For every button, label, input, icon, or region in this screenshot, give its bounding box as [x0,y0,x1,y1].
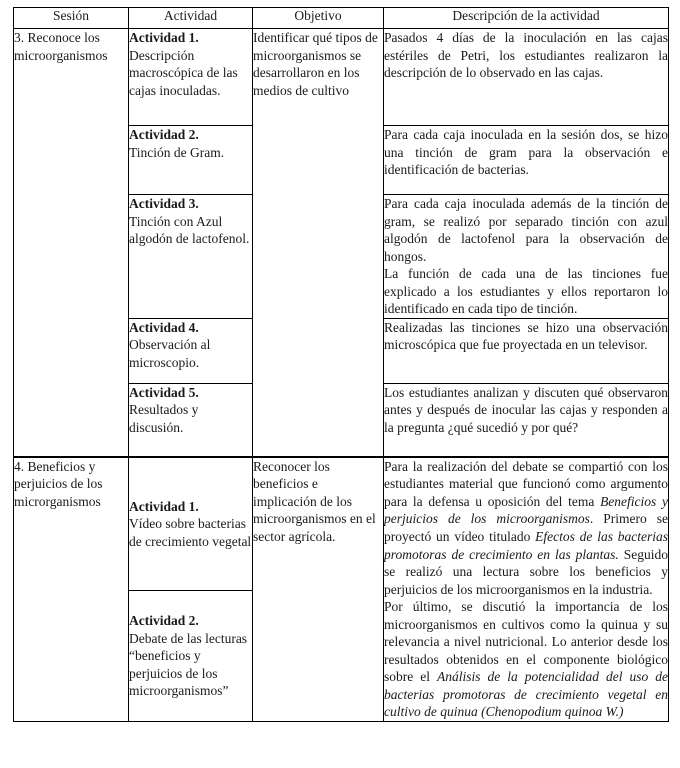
column-header-sesion: Sesión [14,8,129,29]
activity-title: Actividad 2. [129,127,199,142]
objective-text: Identificar qué tipos de microorganismos se desarrollaron en los medios de cultivo [253,30,378,98]
column-header-objetivo: Objetivo [253,8,384,29]
description-text: Para cada caja inoculada en la sesión dos, se hizo una tinción de gram para la observación e identificación de bacterias. [384,127,668,178]
column-header-descripcion: Descripción de la actividad [384,8,669,29]
description-cell [384,383,669,457]
activity-body: Vídeo sobre bacterias de crecimiento vegetal [129,516,252,549]
column-header-actividad: Actividad [129,8,253,29]
plain-text: Por último, se discutió la importancia de los microorganismos en cultivos como la quinua y su relevancia a nivel nutricional. Lo anterior desde los resultados obtenidos en el componente biológico sobre el [384,599,668,685]
activities-table [13,7,669,722]
activity-body: Descripción macroscópica de las cajas inoculadas. [129,47,238,98]
emphasis-text: Análisis de la potencialidad del uso de bacterias promotoras de crecimiento vegetal en cultivo de quinua (Chenopodium quinoa W.) [384,669,668,720]
description-text-part-2 [384,598,668,721]
activity-cell [129,126,253,195]
description-cell [384,318,669,383]
description-text-part-1 [384,458,668,598]
description-cell [384,126,669,195]
session-label: 4. Beneficios y perjuicios de los microrganismos [14,458,103,509]
activity-body: Tinción de Gram. [129,144,225,160]
activity-title: Actividad 1. [129,498,199,514]
activity-body: Observación al microscopio. [129,337,211,370]
description-cell [384,457,669,722]
activity-title: Actividad 3. [129,196,199,211]
plain-text: . Primero se proyectó un vídeo titulado [384,511,668,545]
plain-text: Seguido se realizó una lectura sobre los beneficios y perjuicios de los microorganismos en la industria. [384,546,668,597]
activity-title: Actividad 4. [129,319,199,335]
plain-text: Para la realización del debate se compartió con los estudiantes material que funcionó como argumento para la defensa u oposición del tema [384,458,668,509]
activity-cell [129,383,253,457]
session-name-cell [14,457,129,722]
activity-cell [129,457,253,591]
activity-title: Actividad 2. [129,613,199,629]
activity-body: Tinción con Azul algodón de lactofenol. [129,213,250,247]
activity-title: Actividad 5. [129,384,199,400]
activity-cell [129,318,253,383]
activity-body: Debate de las lecturas “beneficios y perjuicios de los microorganismos” [129,630,248,699]
description-text-part-2: La función de cada una de las tinciones fue explicado a los estudiantes y ellos reportaron lo identificado en cada tipo de tinción. [384,266,668,317]
description-text-part-1: Para cada caja inoculada además de la tinción de gram, se realizó por separado tinción con azul algodón de lactofenol para la observación de hongos. [384,196,668,264]
objective-text: Reconocer los beneficios e implicación de los microorganismos en el sector agrícola. [253,458,376,545]
objective-cell [253,29,384,457]
activity-cell [129,195,253,319]
description-text: Realizadas las tinciones se hizo una observación microscópica que fue proyectada en un televisor. [384,319,668,353]
session-name-cell [14,29,129,457]
activity-cell [129,590,253,721]
description-text: Los estudiantes analizan y discuten qué observaron antes y después de inocular las cajas y responden a la pregunta ¿qué sucedió y por qué? [384,384,668,435]
activity-title: Actividad 1. [129,30,199,45]
table-row [14,29,669,126]
objective-cell [253,457,384,722]
description-text: Pasados 4 días de la inoculación en las cajas estériles de Petri, los estudiantes realizaron la descripción de lo observado en las cajas. [384,30,668,81]
activity-cell [129,29,253,126]
activity-body: Resultados y discusión. [129,402,199,435]
description-cell [384,29,669,126]
description-cell [384,195,669,319]
emphasis-text: Beneficios y perjuicios de los microorganismos [384,493,668,527]
emphasis-text: Efectos de las bacterias promotoras de crecimiento en las plantas. [384,529,668,562]
table-row [14,457,669,591]
table-header-row [14,8,669,29]
session-label: 3. Reconoce los microorganismos [14,30,108,63]
